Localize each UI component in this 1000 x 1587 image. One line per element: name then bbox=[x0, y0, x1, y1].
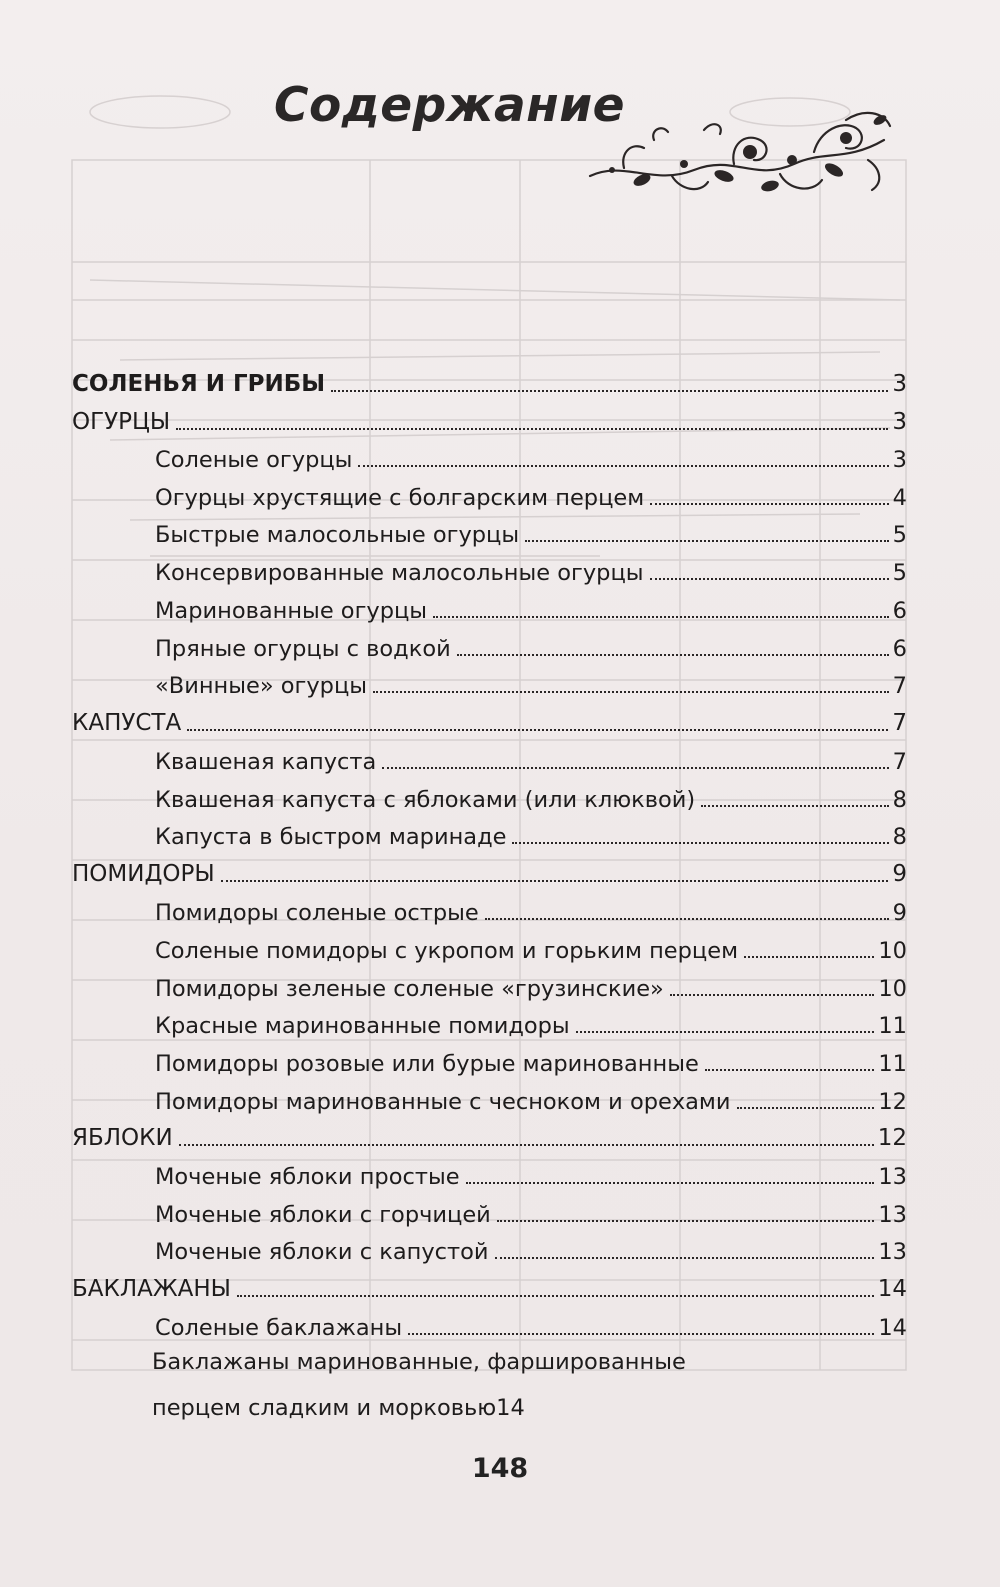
toc-page-number: 7 bbox=[892, 748, 907, 775]
toc-entry-row bbox=[155, 437, 907, 471]
toc-entry-row bbox=[155, 890, 907, 924]
toc-section-label: ПОМИДОРЫ bbox=[72, 861, 215, 887]
toc-entry-label: Моченые яблоки с горчицей bbox=[155, 1201, 491, 1228]
dot-leader bbox=[737, 1107, 875, 1109]
toc-page-number: 9 bbox=[892, 899, 907, 926]
toc-page-number: 6 bbox=[892, 597, 907, 624]
toc-page-number: 10 bbox=[878, 975, 907, 1002]
toc-section-row bbox=[72, 701, 907, 735]
toc-entry-label: Соленые помидоры с укропом и горьким перцем bbox=[155, 937, 739, 964]
toc-entry-row bbox=[155, 1229, 907, 1263]
dot-leader bbox=[512, 842, 888, 844]
toc-section-row bbox=[72, 1116, 907, 1150]
toc-entry-row bbox=[155, 1154, 907, 1188]
toc-section-row bbox=[72, 852, 907, 886]
toc-entry-label: Огурцы хрустящие с болгарским перцем bbox=[155, 484, 645, 511]
toc-entry-label: Помидоры маринованные с чесноком и орехами bbox=[155, 1088, 731, 1115]
toc-page-number: 5 bbox=[892, 521, 907, 548]
dot-leader bbox=[176, 428, 888, 430]
toc-page-number: 8 bbox=[892, 823, 907, 850]
dot-leader bbox=[650, 503, 888, 505]
dot-leader bbox=[705, 1069, 875, 1071]
dot-leader bbox=[466, 1182, 875, 1184]
toc-entry-row bbox=[155, 1079, 907, 1113]
toc-entry-row bbox=[155, 512, 907, 546]
page-title: Содержание bbox=[274, 78, 626, 133]
toc-entry-row bbox=[155, 475, 907, 509]
toc-entry-row bbox=[152, 1387, 907, 1421]
toc-section-row bbox=[72, 362, 907, 396]
dot-leader bbox=[237, 1295, 874, 1297]
dot-leader bbox=[331, 390, 888, 392]
toc-page-number: 12 bbox=[878, 1088, 907, 1115]
toc-entry-row bbox=[155, 1192, 907, 1226]
dot-leader bbox=[650, 578, 889, 580]
toc-entry-label: Быстрые малосольные огурцы bbox=[155, 521, 520, 548]
toc-page-number: 6 bbox=[892, 635, 907, 662]
toc-entry-label: «Винные» огурцы bbox=[155, 672, 368, 699]
toc-entry-label: Пряные огурцы с водкой bbox=[155, 635, 451, 662]
toc-entry-row bbox=[155, 928, 907, 962]
toc-section-label: КАПУСТА bbox=[72, 710, 182, 736]
dot-leader bbox=[179, 1144, 874, 1146]
dot-leader bbox=[525, 540, 889, 542]
toc-entry-label: Помидоры розовые или бурые маринованные bbox=[155, 1050, 699, 1077]
toc-page-number: 3 bbox=[892, 371, 907, 397]
toc-entry-row bbox=[155, 966, 907, 1000]
toc-entry-label: Помидоры соленые острые bbox=[155, 899, 479, 926]
dot-leader bbox=[373, 691, 889, 693]
toc-page-number: 11 bbox=[878, 1012, 907, 1039]
toc-page-number: 3 bbox=[892, 446, 907, 473]
toc-page-number: 14 bbox=[877, 1276, 907, 1302]
toc-entry-row bbox=[155, 739, 907, 773]
toc-page-number: 3 bbox=[892, 409, 907, 435]
toc-entry-label: Красные маринованные помидоры bbox=[155, 1012, 570, 1039]
dot-leader bbox=[497, 1220, 875, 1222]
toc-entry-row bbox=[155, 777, 907, 811]
toc-entry-label: Маринованные огурцы bbox=[155, 597, 428, 624]
toc-section-label: БАКЛАЖАНЫ bbox=[72, 1276, 231, 1302]
toc-page-number: 7 bbox=[892, 710, 907, 736]
toc-entry-row bbox=[155, 1041, 907, 1075]
dot-leader bbox=[485, 918, 889, 920]
toc-entry-row bbox=[155, 663, 907, 697]
dot-leader bbox=[576, 1031, 875, 1033]
toc-entry-label: Соленые огурцы bbox=[155, 446, 353, 473]
toc-page-number: 13 bbox=[878, 1163, 907, 1190]
dot-leader bbox=[701, 805, 889, 807]
toc-entry-row bbox=[155, 1003, 907, 1037]
dot-leader bbox=[382, 767, 888, 769]
toc-entry-label-line2: перцем сладким и морковью bbox=[152, 1395, 497, 1421]
toc-entry-row bbox=[155, 1305, 907, 1339]
toc-page-number: 5 bbox=[892, 559, 907, 586]
toc-section-row bbox=[72, 400, 907, 434]
dot-leader bbox=[457, 654, 889, 656]
toc-entry-label: Капуста в быстром маринаде bbox=[155, 823, 507, 850]
toc-page-number: 12 bbox=[877, 1125, 907, 1151]
toc-section-row bbox=[72, 1267, 907, 1301]
toc-entry-label: Помидоры зеленые соленые «грузинские» bbox=[155, 975, 664, 1002]
dot-leader bbox=[408, 1333, 874, 1335]
toc-section-label: СОЛЕНЬЯ И ГРИБЫ bbox=[72, 371, 326, 397]
toc-entry-label: Квашеная капуста bbox=[155, 748, 377, 775]
toc-page-number: 14 bbox=[496, 1395, 525, 1421]
toc-entry-row bbox=[155, 588, 907, 622]
toc-entry-row bbox=[155, 814, 907, 848]
toc-page-number: 7 bbox=[892, 672, 907, 699]
toc-page-number: 11 bbox=[878, 1050, 907, 1077]
dot-leader bbox=[670, 994, 875, 996]
toc-page-number: 9 bbox=[892, 861, 907, 887]
dot-leader bbox=[358, 465, 888, 467]
toc-section-label: ЯБЛОКИ bbox=[72, 1125, 173, 1151]
toc-entry-label-line1: Баклажаны маринованные, фаршированные bbox=[152, 1349, 686, 1375]
toc-page-number: 10 bbox=[878, 937, 907, 964]
toc-page-number: 13 bbox=[878, 1238, 907, 1265]
toc-section-label: ОГУРЦЫ bbox=[72, 409, 171, 435]
toc-entry-label: Соленые баклажаны bbox=[155, 1314, 403, 1341]
dot-leader bbox=[221, 880, 889, 882]
toc-entry-label: Консервированные малосольные огурцы bbox=[155, 559, 644, 586]
dot-leader bbox=[187, 729, 888, 731]
dot-leader bbox=[433, 616, 889, 618]
toc-entry-row bbox=[155, 626, 907, 660]
dot-leader bbox=[495, 1257, 875, 1259]
toc-page-number: 14 bbox=[878, 1314, 907, 1341]
toc-page-number: 4 bbox=[892, 484, 907, 511]
toc-entry-label: Моченые яблоки с капустой bbox=[155, 1238, 489, 1265]
toc-page-number: 13 bbox=[878, 1201, 907, 1228]
page-number: 148 bbox=[471, 1453, 529, 1484]
toc-entry-label: Квашеная капуста с яблоками (или клюквой) bbox=[155, 786, 696, 813]
toc-entry-row bbox=[155, 550, 907, 584]
dot-leader bbox=[744, 956, 874, 958]
toc-page-number: 8 bbox=[892, 786, 907, 813]
toc-entry-label: Моченые яблоки простые bbox=[155, 1163, 460, 1190]
